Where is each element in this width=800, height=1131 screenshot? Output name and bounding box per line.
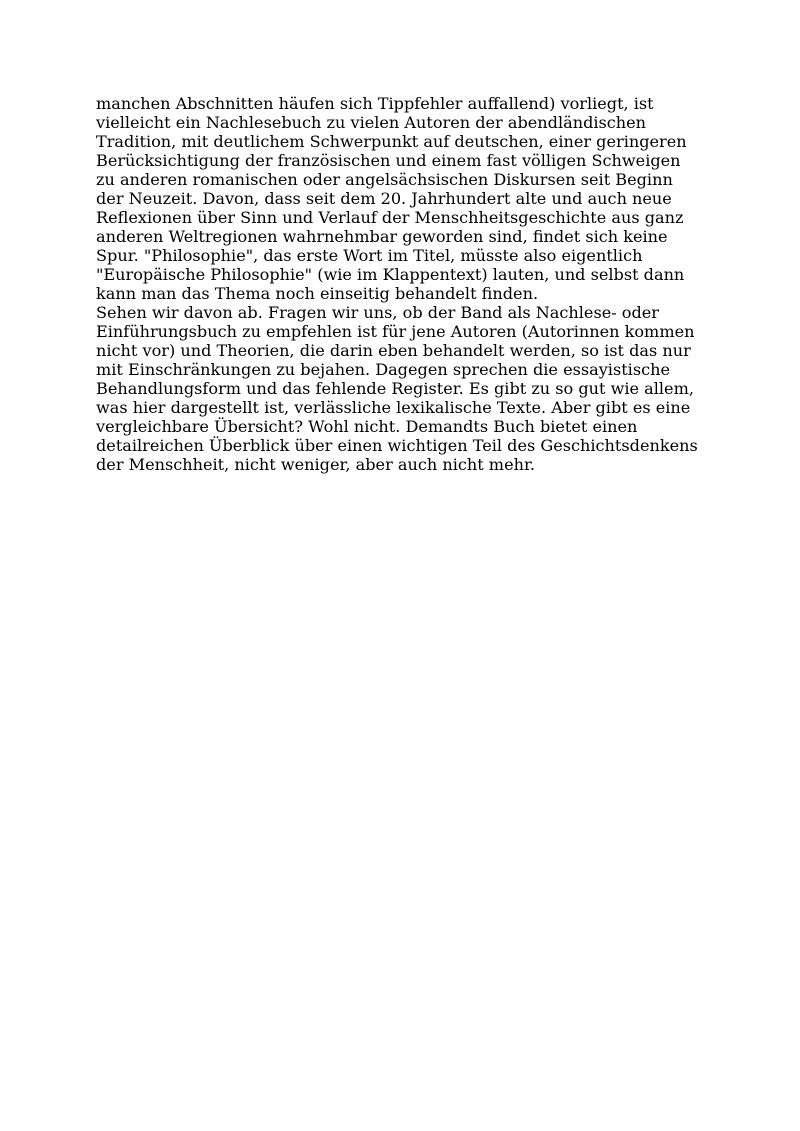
body-text: [96, 94, 716, 474]
text-line: zu anderen romanischen oder angelsächsischen Diskursen seit Beginn: [96, 170, 673, 189]
text-line: Reflexionen über Sinn und Verlauf der Menschheitsgeschichte aus ganz: [96, 208, 684, 227]
text-line: was hier dargestellt ist, verlässliche lexikalische Texte. Aber gibt es eine: [96, 398, 691, 417]
text-line: detailreichen Überblick über einen wichtigen Teil des Geschichtsdenkens: [96, 436, 698, 455]
text-line: Berücksichtigung der französischen und einem fast völligen Schweigen: [96, 151, 681, 170]
text-line: der Neuzeit. Davon, dass seit dem 20. Jahrhundert alte und auch neue: [96, 189, 672, 208]
text-line: nicht vor) und Theorien, die darin eben behandelt werden, so ist das nur: [96, 341, 691, 360]
text-line: Einführungsbuch zu empfehlen ist für jene Autoren (Autorinnen kommen: [96, 322, 695, 341]
text-line: vielleicht ein Nachlesebuch zu vielen Autoren der abendländischen: [96, 113, 647, 132]
text-line: anderen Weltregionen wahrnehmbar geworden sind, findet sich keine: [96, 227, 668, 246]
text-line: manchen Abschnitten häufen sich Tippfehler auffallend) vorliegt, ist: [96, 94, 654, 113]
text-line: "Europäische Philosophie" (wie im Klappentext) lauten, und selbst dann: [96, 265, 685, 284]
text-line: der Menschheit, nicht weniger, aber auch nicht mehr.: [96, 455, 535, 474]
text-line: Behandlungsform und das fehlende Register. Es gibt zu so gut wie allem,: [96, 379, 694, 398]
text-line: kann man das Thema noch einseitig behandelt finden.: [96, 284, 539, 303]
paragraph-start-line: Sehen wir davon ab. Fragen wir uns, ob der Band als Nachlese- oder: [96, 303, 659, 322]
text-line: vergleichbare Übersicht? Wohl nicht. Demandts Buch bietet einen: [96, 417, 638, 436]
text-line: mit Einschränkungen zu bejahen. Dagegen sprechen die essayistische: [96, 360, 670, 379]
text-line: Tradition, mit deutlichem Schwerpunkt auf deutschen, einer geringeren: [96, 132, 687, 151]
text-line: Spur. "Philosophie", das erste Wort im Titel, müsste also eigentlich: [96, 246, 643, 265]
